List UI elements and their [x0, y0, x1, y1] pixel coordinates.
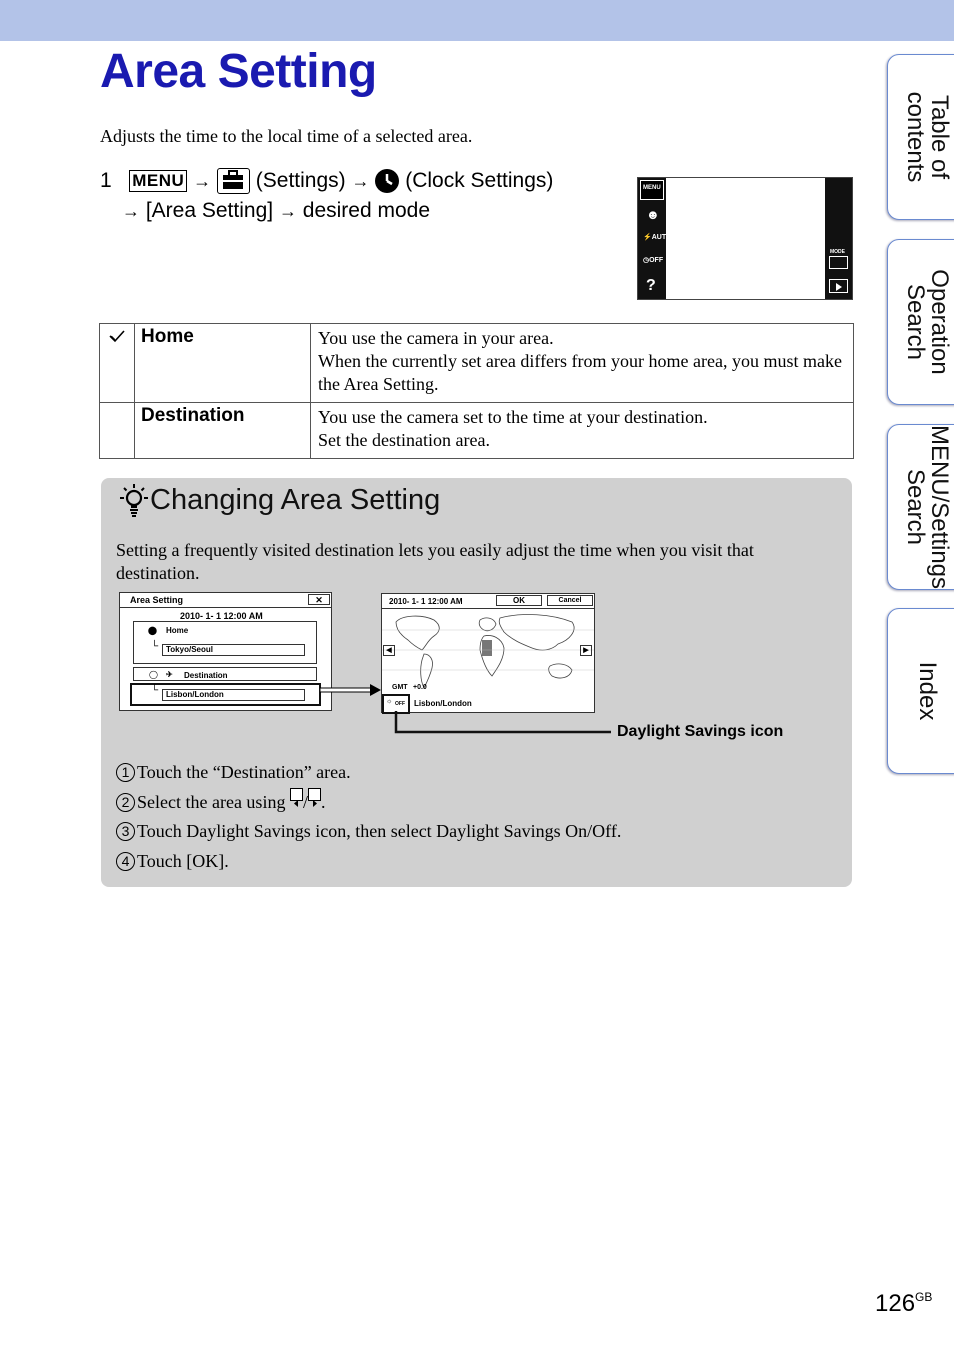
mode-name: Home — [135, 324, 311, 403]
arrow-icon: → — [351, 171, 370, 191]
daylight-savings-button[interactable]: ☼ OFF — [382, 694, 410, 714]
hint-title: Changing Area Setting — [150, 484, 441, 516]
screen-title: Area Setting — [130, 595, 184, 605]
lightbulb-icon — [117, 482, 151, 522]
datetime: 2010- 1- 1 12:00 AM — [389, 597, 463, 606]
table-row — [100, 403, 854, 459]
home-area[interactable] — [133, 621, 317, 664]
desired-mode-label: desired mode — [302, 199, 431, 222]
hint-steps — [116, 758, 621, 876]
top-band — [0, 0, 954, 41]
datetime: 2010- 1- 1 12:00 AM — [180, 611, 263, 621]
list-item: 3 Touch Daylight Savings icon, then select Daylight Savings On/Off. — [116, 817, 621, 847]
destination-city-field: Lisbon/London — [162, 689, 305, 701]
world-map — [382, 610, 594, 692]
arrow-connector — [320, 683, 382, 697]
close-button[interactable]: ✕ — [308, 594, 330, 605]
mode-description: You use the camera set to the time at your destination. Set the destination area. — [311, 403, 854, 459]
tab-menu-settings-search[interactable]: MENU/Settings Search — [887, 424, 954, 590]
daylight-savings-callout: Daylight Savings icon — [617, 723, 784, 740]
list-item: 1 Touch the “Destination” area. — [116, 758, 621, 788]
city-label: Lisbon/London — [414, 699, 472, 708]
left-arrow-icon — [290, 788, 303, 801]
check-icon — [108, 328, 126, 344]
home-label: Home — [166, 626, 189, 635]
gmt-label: GMT — [392, 684, 408, 691]
arrow-icon: → — [122, 201, 140, 221]
mode-description: You use the camera in your area. When the currently set area differs from your home area, you must make the Area Setting. — [311, 324, 854, 403]
hint-text: Setting a frequently visited destination lets you easily adjust the time when you visit that destination. — [116, 540, 754, 583]
destination-label: Destination — [184, 671, 228, 680]
tab-table-of-contents[interactable]: Table of contents — [887, 54, 954, 220]
hint-panel — [101, 478, 852, 887]
self-timer-off-icon: ◷OFF — [643, 257, 664, 264]
smile-icon: ☻ — [646, 207, 660, 222]
tab-index[interactable]: Index — [887, 608, 954, 774]
destination-radio-icon: ◯ — [149, 670, 158, 679]
home-city-field: Tokyo/Seoul — [162, 644, 305, 656]
tab-operation-search[interactable]: Operation Search — [887, 239, 954, 405]
ok-button[interactable]: OK — [496, 595, 542, 606]
clock-settings-label: (Clock Settings) — [405, 169, 554, 192]
cancel-button[interactable]: Cancel — [547, 595, 593, 606]
list-item: 2 Select the area using / . — [116, 788, 621, 818]
arrow-icon: → — [278, 201, 297, 221]
camera-screen-illustration — [637, 177, 853, 300]
clock-icon — [375, 169, 399, 193]
menu-button-icon: MENU — [640, 180, 664, 200]
world-map-screen — [381, 593, 595, 713]
camera-right-bar — [825, 178, 852, 299]
table-row — [100, 324, 854, 403]
airplane-icon: ✈ — [166, 670, 173, 679]
page-number: $126^{GB}$ — [875, 1290, 933, 1317]
mode-name: Destination — [135, 403, 311, 459]
page-title: Area Setting — [100, 45, 377, 98]
help-icon: ? — [646, 277, 656, 294]
camera-left-bar — [638, 178, 672, 299]
area-setting-label: [Area Setting] — [145, 199, 274, 222]
menu-icon: MENU — [129, 170, 187, 192]
playback-icon — [829, 279, 848, 293]
right-arrow-button[interactable]: ▶ — [580, 645, 592, 656]
left-arrow-button[interactable]: ◀ — [383, 645, 395, 656]
gmt-offset: +0.0 — [413, 684, 427, 691]
camera-mode-icon — [829, 256, 848, 269]
arrow-icon: → — [193, 171, 212, 191]
mode-table — [99, 323, 854, 459]
flash-auto-icon: ⚡AUTO — [643, 234, 672, 241]
intro-text: Adjusts the time to the local time of a selected area. — [100, 126, 473, 146]
toolbox-icon — [217, 168, 250, 194]
list-item: 4 Touch [OK]. — [116, 847, 621, 877]
right-arrow-icon — [308, 788, 321, 801]
step-1 — [100, 166, 610, 226]
settings-label: (Settings) — [255, 169, 346, 192]
default-check-cell — [100, 324, 135, 403]
mode-label: MODE — [830, 249, 845, 255]
sun-icon: ☼ — [386, 698, 393, 705]
home-radio-icon: ⬤ — [148, 626, 157, 635]
step-number: 1 — [100, 169, 112, 192]
area-setting-screen: Area Setting ✕ 2010- 1- 1 12:00 AM ⬤ Home └ Tokyo/Seoul ◯ ✈ Destination └ Lisbon/London — [119, 592, 332, 711]
callout-line — [394, 711, 612, 736]
